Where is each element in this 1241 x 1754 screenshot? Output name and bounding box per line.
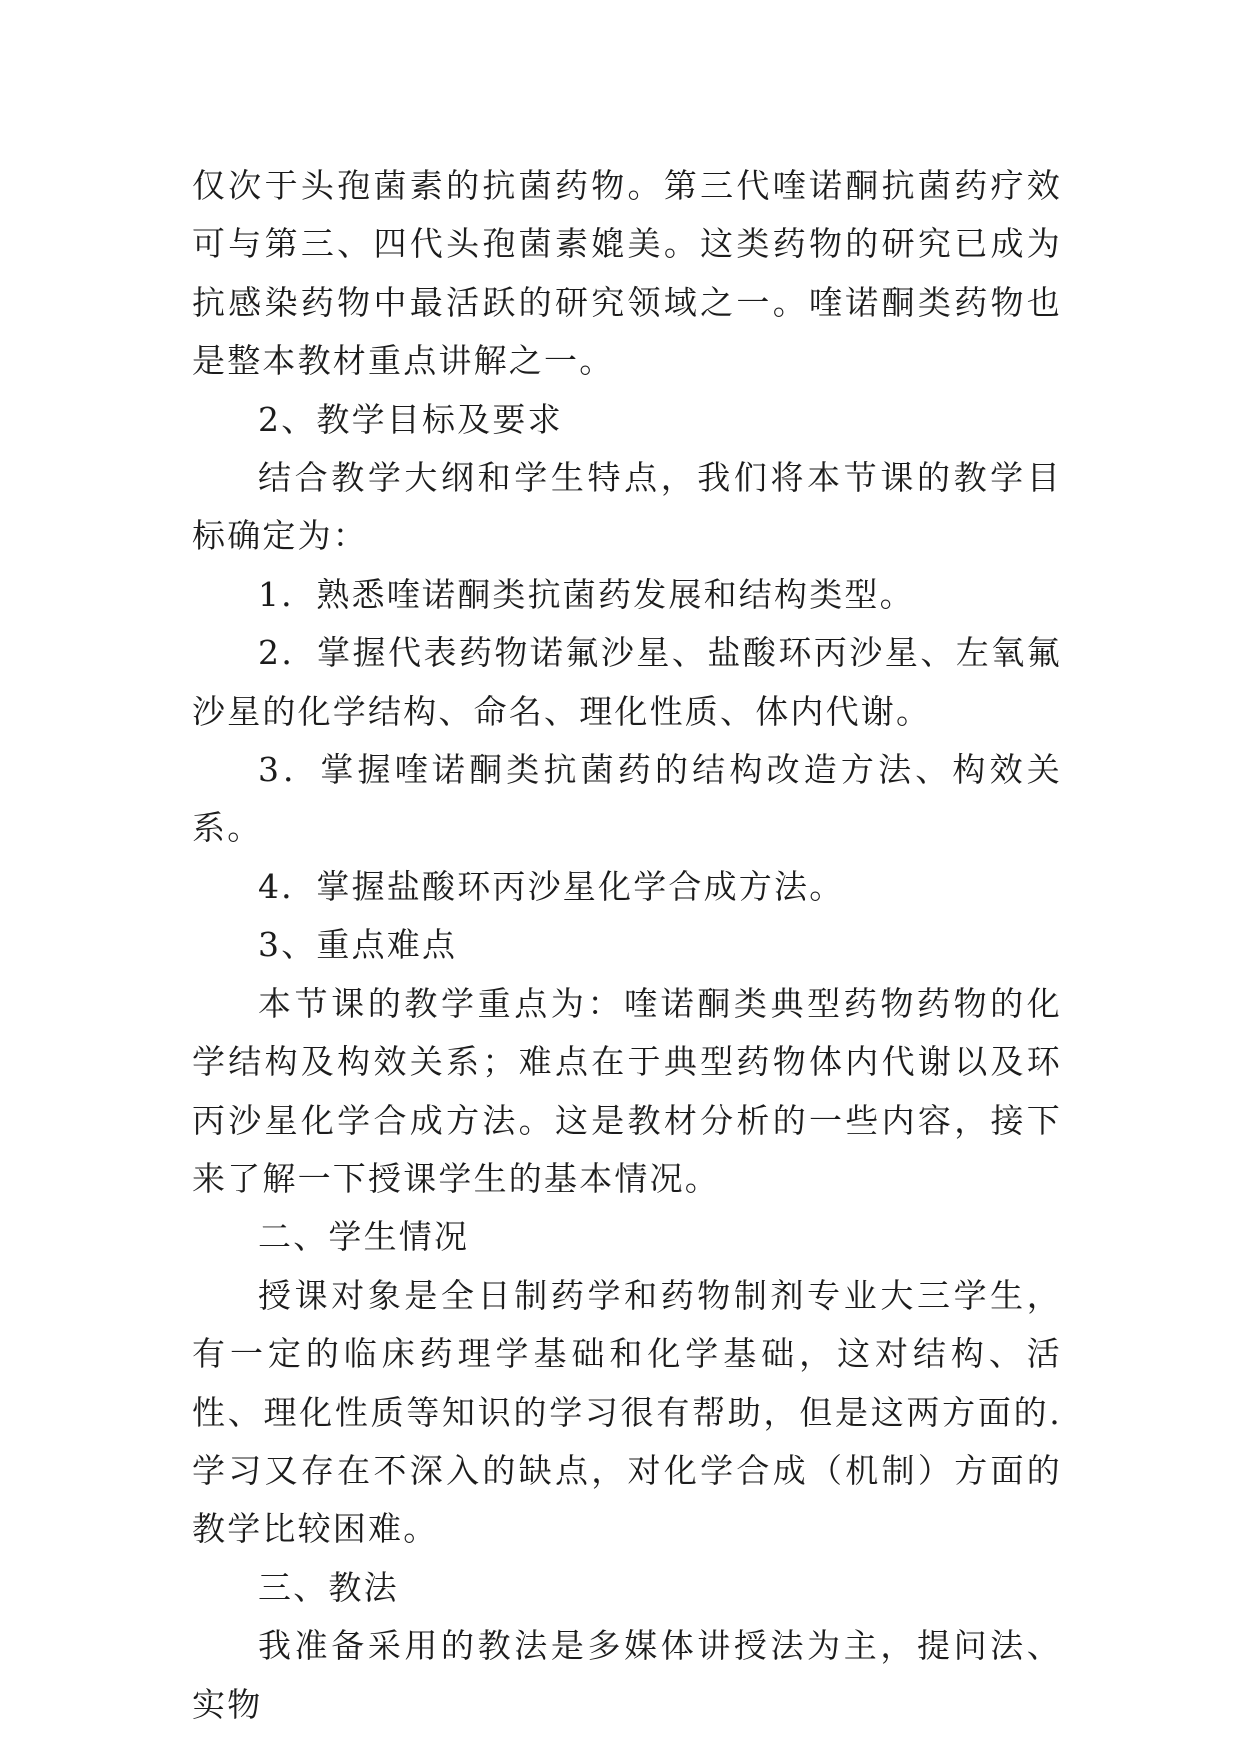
section-heading-key-points: 3、重点难点 <box>258 925 458 965</box>
list-item-objective-1: 1．熟悉喹诺酮类抗菌药发展和结构类型。 <box>258 574 915 614</box>
paragraph-intro-continuation: 仅次于头孢菌素的抗菌药物。第三代喹诺酮抗菌药疗效可与第三、四代头孢菌素媲美。这类药物的研究已成为抗感染药物中最活跃的研究领域之一。喹诺酮类药物也是整本教材重点讲解之一。 <box>192 166 1062 381</box>
document-body <box>192 157 1062 1734</box>
list-item-objective-2: 2．掌握代表药物诺氟沙星、盐酸环丙沙星、左氧氟沙星的化学结构、命名、理化性质、体内代谢。 <box>192 633 1062 731</box>
list-item-objective-4: 4．掌握盐酸环丙沙星化学合成方法。 <box>258 866 845 906</box>
paragraph-teaching-method: 我准备采用的教法是多媒体讲授法为主，提问法、实物 <box>192 1626 1062 1724</box>
list-item-objective-3: 3．掌握喹诺酮类抗菌药的结构改造方法、构效关系。 <box>192 750 1062 848</box>
section-heading-teaching-method: 三、教法 <box>258 1567 399 1607</box>
paragraph-key-points: 本节课的教学重点为：喹诺酮类典型药物药物的化学结构及构效关系；难点在于典型药物体内代谢以及环丙沙星化学合成方法。这是教材分析的一些内容，接下来了解一下授课学生的基本情况。 <box>192 983 1062 1198</box>
paragraph-students: 授课对象是全日制药学和药物制剂专业大三学生，有一定的临床药理学基础和化学基础，这对结构、活性、理化性质等知识的学习很有帮助，但是这两方面的.学习又存在不深入的缺点，对化学合成（机制）方面的教学比较困难。 <box>192 1275 1062 1549</box>
paragraph-objectives-intro: 结合教学大纲和学生特点，我们将本节课的教学目标确定为： <box>192 458 1062 556</box>
section-heading-objectives: 2、教学目标及要求 <box>258 399 563 439</box>
section-heading-students: 二、学生情况 <box>258 1217 470 1257</box>
